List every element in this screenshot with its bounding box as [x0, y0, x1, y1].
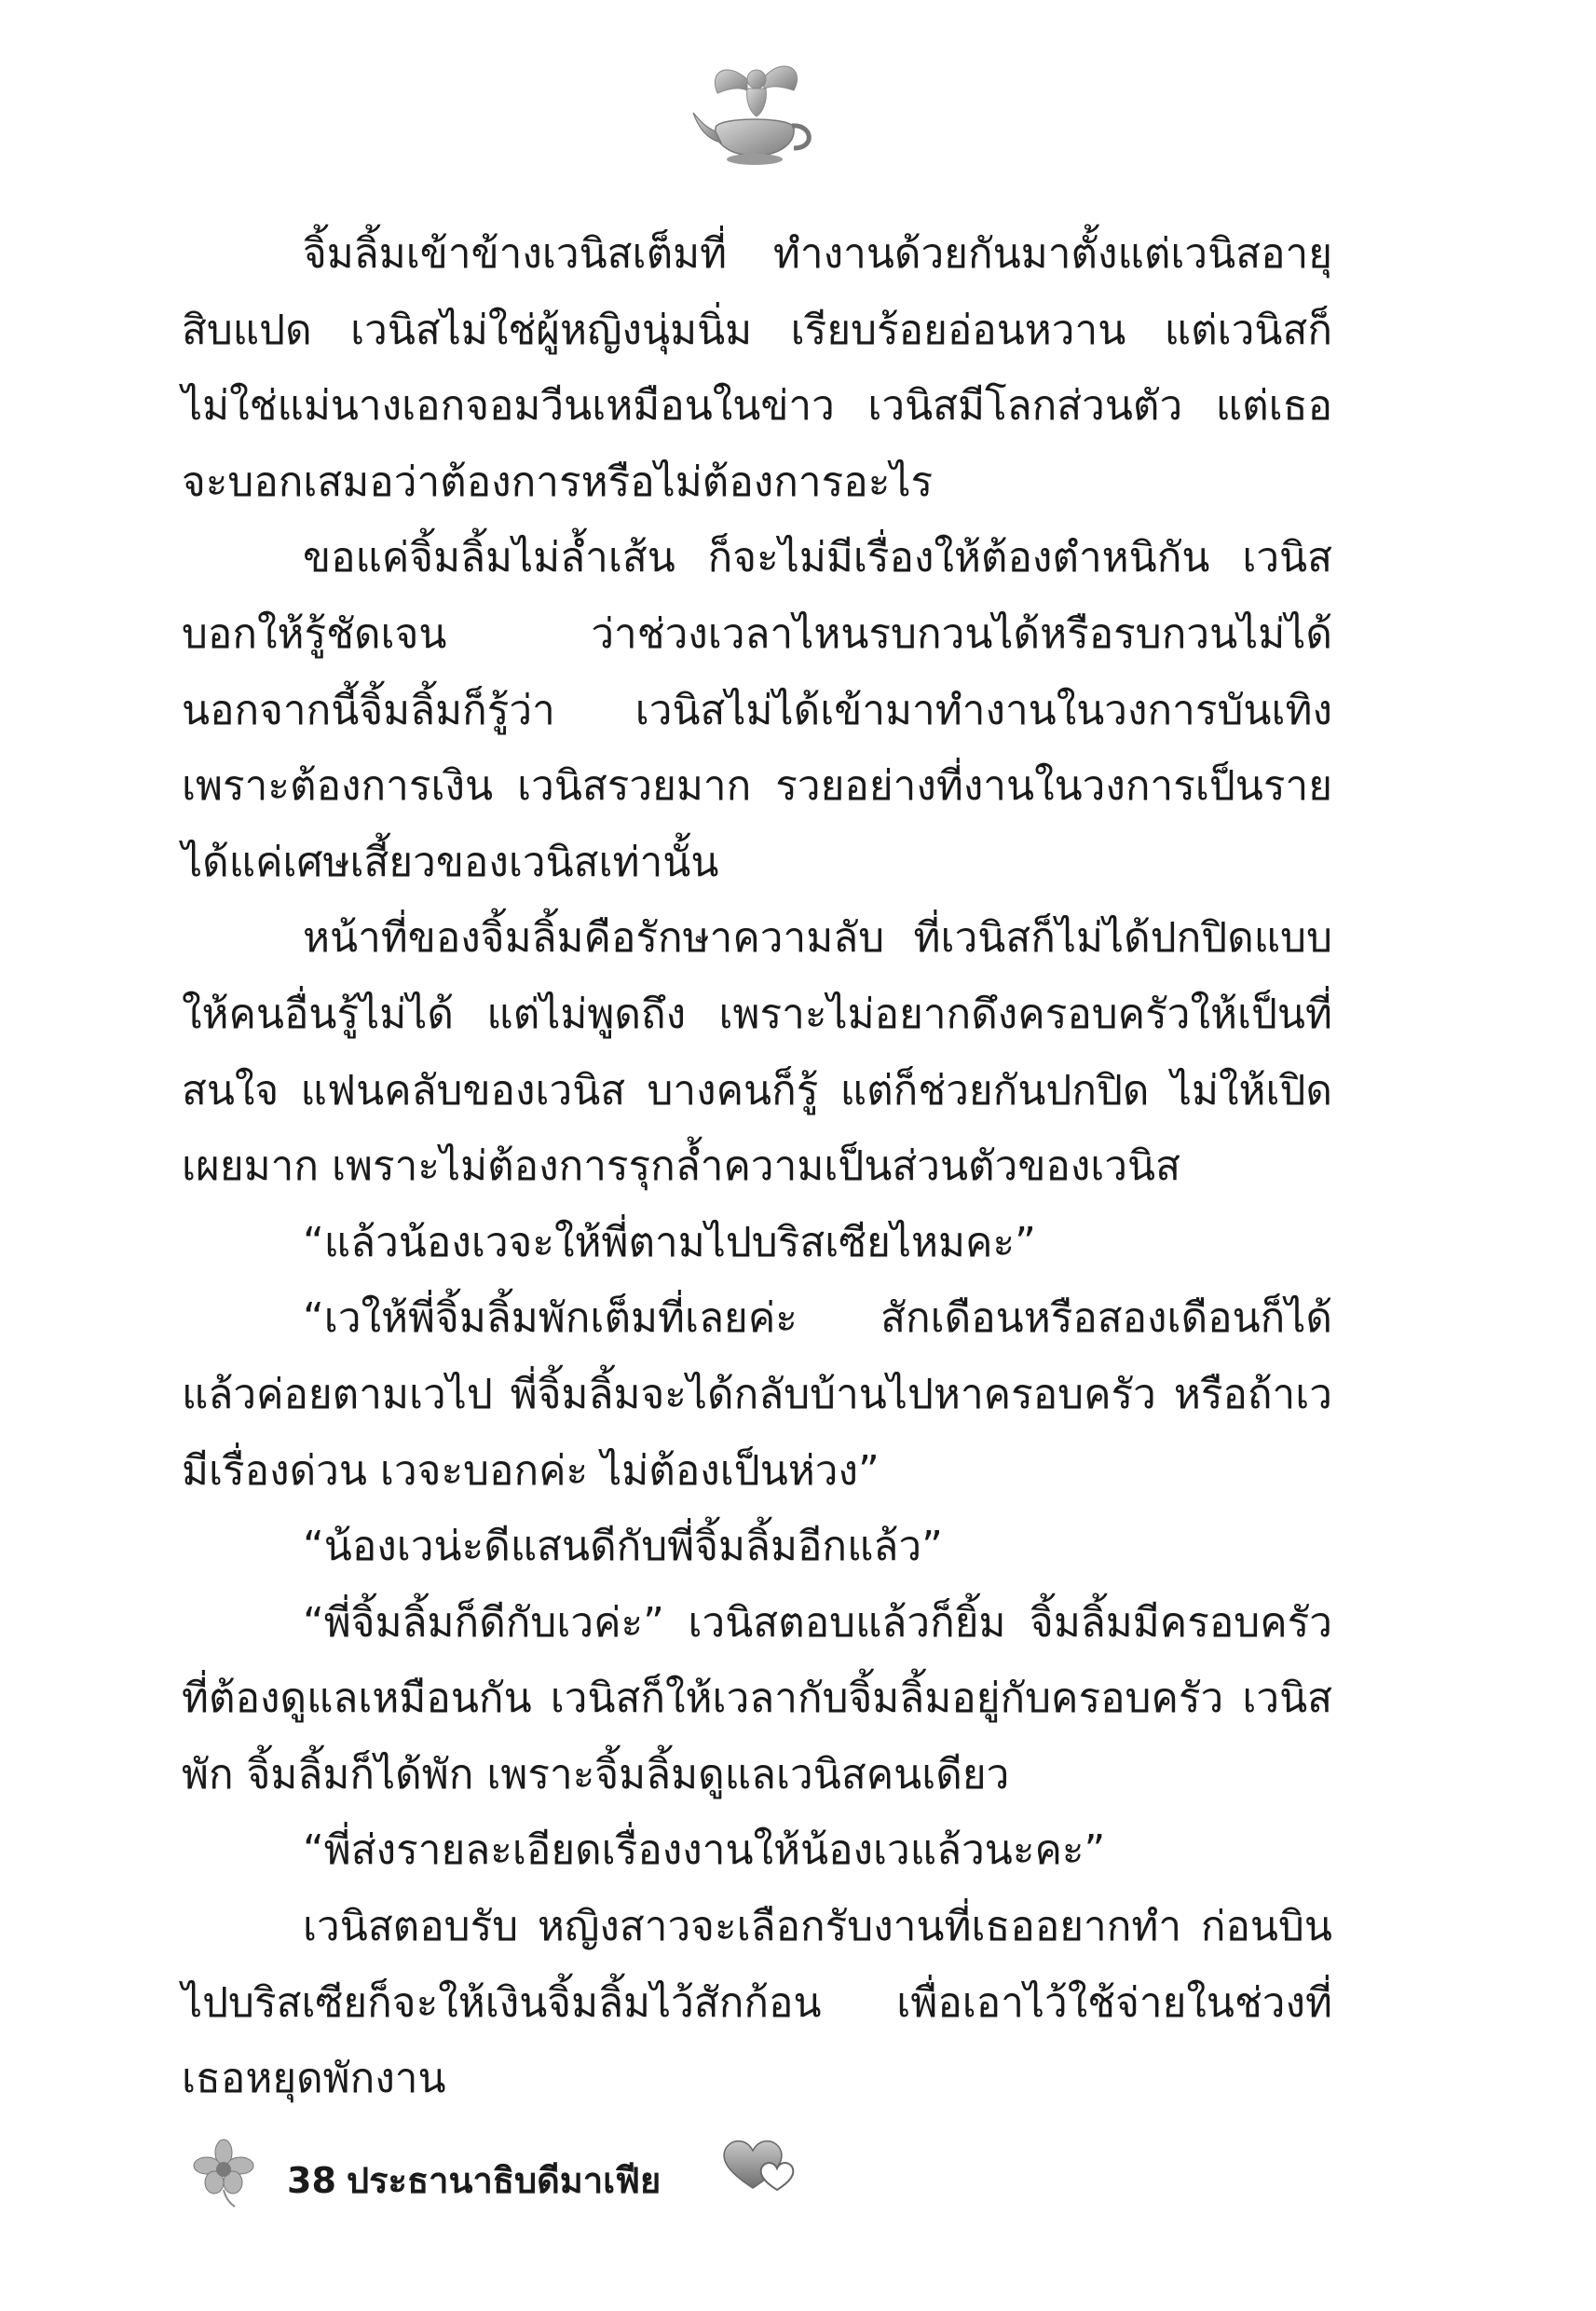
paragraph: “น้องเวน่ะดีแสนดีกับพี่จิ้มลิ้มอีกแล้ว”	[303, 1523, 943, 1571]
page-number: 38	[287, 2160, 336, 2201]
paragraph: “พี่ส่งรายละเอียดเรื่องงานให้น้องเวแล้วนะคะ”	[303, 1826, 1106, 1875]
paragraph: หน้าที่ของจิ้มลิ้มคือรักษาความลับ ที่เวนิสก็ไม่ได้ปกปิดแบบให้คนอื่นรู้ไม่ได้ แต่ไม่พูดถึง เพราะไม่อยากดึงครอบครัวให้เป็นที่สนใจ แฟนคลับของเวนิส บางคนก็รู้ แต่ก็ช่วยกันปกปิด ไม่ให้เปิดเผยมาก เพราะไม่ต้องการรุกล้ำความเป็นส่วนตัวของเวนิส	[182, 914, 1332, 1191]
paragraph: “แล้วน้องเวจะให้พี่ตามไปบริสเซียไหมคะ”	[303, 1218, 1036, 1266]
cupid-teapot-icon	[689, 51, 820, 172]
paragraph: จิ้มลิ้มเข้าข้างเวนิสเต็มที่ ทำงานด้วยกันมาตั้งแต่เวนิสอายุสิบแปด เวนิสไม่ใช่ผู้หญิงนุ่มนิ่ม เรียบร้อยอ่อนหวาน แต่เวนิสก็ไม่ใช่แม่นางเอกจอมวีนเหมือนในข่าว เวนิสมีโลกส่วนตัว แต่เธอจะบอกเสมอว่าต้องการหรือไม่ต้องการอะไร	[182, 230, 1332, 506]
paragraph: ขอแค่จิ้มลิ้มไม่ล้ำเส้น ก็จะไม่มีเรื่องให้ต้องตำหนิกัน เวนิสบอกให้รู้ชัดเจน ว่าช่วงเวลาไหนรบกวนได้หรือรบกวนไม่ได้ นอกจากนี้จิ้มลิ้มก็รู้ว่า เวนิสไม่ได้เข้ามาทำงานในวงการบันเทิงเพราะต้องการเงิน เวนิสรวยมาก รวยอย่างที่งานในวงการเป็นรายได้แค่เศษเสี้ยวของเวนิสเท่านั้น	[182, 534, 1332, 886]
flower-icon	[186, 2134, 261, 2208]
book-title: ประธานาธิบดีมาเฟีย	[347, 2160, 662, 2201]
body-text	[182, 216, 1332, 2117]
hearts-icon	[717, 2134, 806, 2195]
paragraph: “เวให้พี่จิ้มลิ้มพักเต็มที่เลยค่ะ สักเดือนหรือสองเดือนก็ได้ แล้วค่อยตามเวไป พี่จิ้มลิ้มจะได้กลับบ้านไปหาครอบครัว หรือถ้าเวมีเรื่องด่วน เวจะบอกค่ะ ไม่ต้องเป็นห่วง”	[182, 1294, 1332, 1495]
paragraph: เวนิสตอบรับ หญิงสาวจะเลือกรับงานที่เธออยากทำ ก่อนบินไปบริสเซียก็จะให้เงินจิ้มลิ้มไว้สักก้อน เพื่อเอาไว้ใช้จ่ายในช่วงที่เธอหยุดพักงาน	[182, 1903, 1332, 2103]
paragraph: “พี่จิ้มลิ้มก็ดีกับเวค่ะ” เวนิสตอบแล้วก็ยิ้ม จิ้มลิ้มมีครอบครัวที่ต้องดูแลเหมือนกัน เวนิสก็ให้เวลากับจิ้มลิ้มอยู่กับครอบครัว เวนิสพัก จิ้มลิ้มก็ได้พัก เพราะจิ้มลิ้มดูแลเวนิสคนเดียว	[182, 1598, 1332, 1798]
